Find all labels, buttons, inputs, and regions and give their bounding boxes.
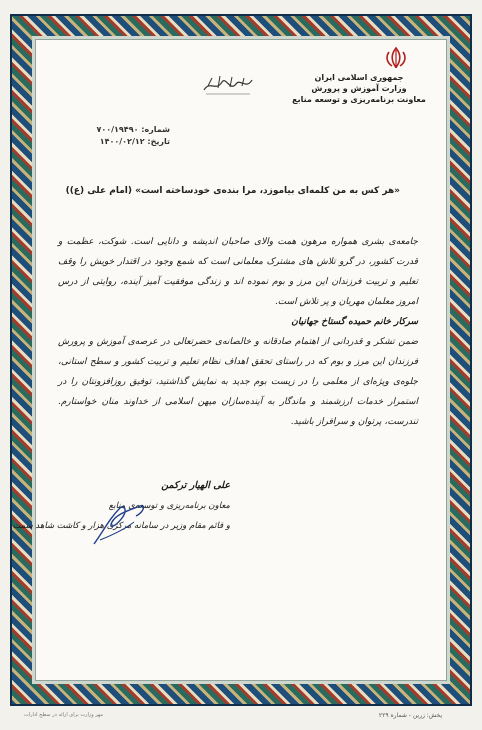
signer-title-2: و قائم مقام وزیر در سامانه مرکزی هزار و کاشت شاهد سمت — [12, 521, 230, 531]
handwritten-signature — [90, 500, 150, 550]
footer-left-note: مهر وزارت برای ارائه در سطح ادارات — [24, 712, 104, 718]
body-paragraph-2: ضمن تشکر و قدردانی از اهتمام صادقانه و خالصانه‌ی حضرتعالی در عرصه‌ی آموزش و پرورش فرزندان این مرز و بوم که در راستای تحقق اهداف نظام تعلیم و تربیت کشور و سطح استانی، جلوه‌ی ویژه‌ای از معلمی را در زیست بوم جدید به نمایش گذاشتید، توفیق روزافزونتان را در استمرار خدمات ارزشمند و ماندگار به آینده‌سازان میهن اسلامی از خداوند منان خواستارم. تندرست، پرتوان و سرافراز باشید. — [58, 337, 418, 427]
signer-title-1: معاون برنامه‌ریزی و توسعه‌ی منابع — [108, 501, 230, 511]
signer-name: علی الهیار ترکمن — [161, 480, 230, 491]
organization-header — [284, 72, 434, 105]
opening-quote: «هر کس به من کلمه‌ای بیاموزد، مرا بنده‌ی خودساخته است» (امام علی (ع)) — [65, 186, 400, 196]
org-line-deputy: معاونت برنامه‌ریزی و توسعه منابع — [292, 95, 426, 104]
body-paragraph-1: جامعه‌ی بشری همواره مرهون همت والای صاحبان اندیشه و دانایی است. شوکت، عظمت و قدرت کشور، در گرو تلاش های مشترک معلمانی است که شمع وجود در اقتدار خویش را وقف تعلیم و تربیت فرزندان این مرز و بوم نموده اند و زندگی موفقیت آمیز آینده، روایتی از درس امروز معلمان مهربان و پر تلاش است. — [58, 237, 418, 307]
basmala-calligraphy — [200, 72, 256, 98]
letter-meta — [60, 124, 170, 148]
org-line-country: جمهوری اسلامی ایران — [314, 73, 404, 82]
org-line-ministry: وزارت آموزش و پرورش — [311, 84, 407, 93]
letter-body — [58, 232, 418, 432]
footer-right-note: پخش: زرین - شماره ۲۲۹ — [378, 712, 442, 719]
iran-emblem-icon — [376, 46, 416, 70]
letter-date: تاریخ: ۱۴۰۰/۰۲/۱۲ — [99, 137, 170, 146]
letter-number: شماره: ۷۰۰/۱۹۴۹۰ — [96, 125, 170, 134]
addressee: سرکار خانم حمیده گستاخ جهانیان — [291, 317, 418, 327]
